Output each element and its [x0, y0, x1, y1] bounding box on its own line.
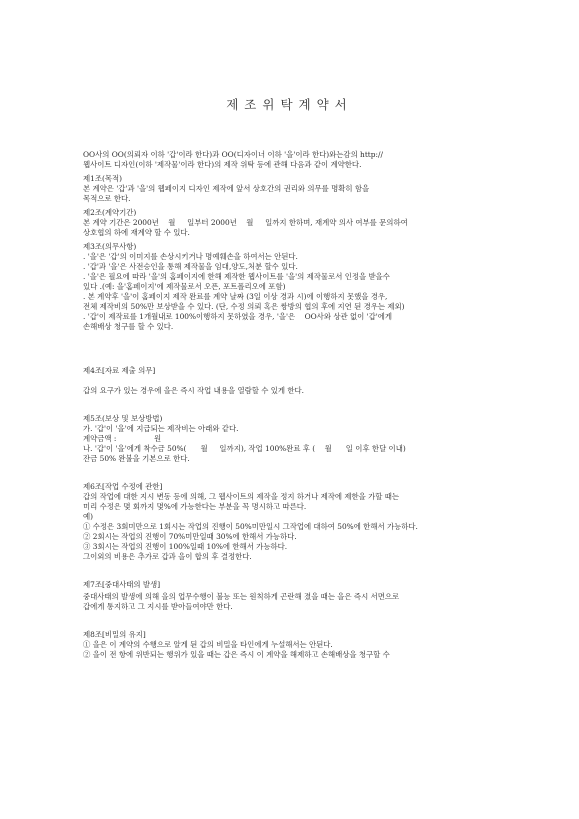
document-line: 손해배상 청구를 할 수 있다. — [83, 322, 174, 331]
document-line: 상호협의 하에 재계약 할 수 있다. — [83, 228, 190, 237]
document-line: 본 계약 기간은 2000년 월 일부터 2000년 월 일까지 한하며, 재계약 의사 여부를 문의하여 — [83, 218, 408, 227]
document-line: ③ 3회시는 작업의 진행이 100%일때 10%에 한해서 가능하다. — [83, 542, 288, 551]
document-line: 나. '갑'이 '을'에게 착수금 50%( 월 일까지), 작업 100%완료 후 ( 월 일 이후 한달 이내) — [83, 444, 406, 453]
document-line: 제1조(목적) — [83, 174, 123, 183]
document-line: 전체 제작비의 50%만 보상받을 수 있다. (단, 수정 의뢰 혹은 쌍방의 협의 후에 지연 된 경우는 제외) — [83, 302, 405, 311]
document-line: . 본 계약후 '을'이 홈페이지 제작 완료를 계약 날짜 (3일 이상 경과 시)에 이행하지 못했을 경우, — [83, 292, 388, 301]
document-line: 목적으로 한다. — [83, 194, 131, 203]
document-line: 그이외의 비용은 추가로 갑과 을이 합의 후 결정한다. — [83, 552, 252, 561]
document-line: 제7조[중대사태의 발생] — [83, 580, 161, 589]
document-line: 본 계약은 '갑'과 '을'의 웹페이지 디자인 제작에 앞서 상호간의 권리와 의무를 명확히 함을 — [83, 184, 370, 193]
document-line: ② 을이 전 항에 위반되는 행위가 있을 때는 갑은 즉시 이 계약을 해제하고 손해배상을 청구할 수 — [83, 650, 390, 659]
document-line: 계약금액 : 원 — [83, 434, 162, 443]
document-line: ① 을은 이 계약의 수행으로 알게 된 갑의 비밀을 타인에게 누설해서는 안된다. — [83, 640, 333, 649]
document-line: 제6조[작업 수정에 관한] — [83, 482, 163, 491]
document-line: OO사의 OO(의뢰자 이하 '갑'이라 한다)과 OO(디자이너 이하 '을'이라 한다)와는감의 http:// — [83, 150, 383, 159]
document-line: 있다 .(예: 을'홈페이지'에 제작물로서 오픈, 포트폴리오에 포함) — [83, 282, 286, 291]
document-line: 중대사태의 발생에 의해 을의 업무수행이 불능 또는 원칙하게 곤란해 졌을 때는 을은 즉시 서면으로 — [83, 592, 400, 601]
document-line: . '갑'이 제작료를 1개월내로 100%이행하지 못하였을 경우, '을'은 OO사와 상관 없이 '갑'에게 — [83, 312, 393, 321]
document-line: . '을'은 '갑'의 이미지를 손상시키거나 명예훼손을 하여서는 안된다. — [83, 252, 298, 261]
document-line: 가. '갑'이 '을'에 지급되는 제작비는 아래와 같다. — [83, 424, 239, 433]
document-line: 예) — [83, 512, 94, 521]
document-line: 갑에게 통지하고 그 지시를 받아들여야만 한다. — [83, 602, 233, 611]
document-line: 제8조[비밀의 유지] — [83, 630, 146, 639]
document-line: . '갑'과 '을'은 사전승인을 통해 제작물을 임대,양도,처분 할수 있다. — [83, 262, 298, 271]
document-line: 제4조[자료 제출 의무] — [83, 366, 156, 375]
document-line: ② 2회시는 작업의 진행이 70%미만일때 30%에 한해서 가능하다. — [83, 532, 297, 541]
document-line: 미리 수정은 몇 회까지 몇%에 가능한다는 부분을 꼭 명시하고 따른다. — [83, 502, 307, 511]
document-line: . '을'은 필요에 따라 '을'의 홈페이지에 한해 제작한 웹사이트를 '을'의 제작물로서 인정을 받을수 — [83, 272, 390, 281]
document-line: 잔금 50% 완불을 기본으로 한다. — [83, 454, 190, 463]
document-title: 제조위탁계약서 — [226, 97, 353, 112]
document-line: ① 수정은 3회미만으로 1회시는 작업의 진행이 50%미만일시 그작업에 대하여 50%에 한해서 가능하다. — [83, 522, 418, 531]
document-line: 제2조(계약기간) — [83, 208, 137, 217]
document-line: 제5조(보상 및 보상방법) — [83, 414, 163, 423]
document-line: 갑의 작업에 대한 지시 변동 등에 의해, 그 웹사이트의 제작을 정지 하거나 제작에 제한을 가할 때는 — [83, 492, 400, 501]
document-line: 웹사이트 디자인(이하 '제작물'이라 한다)의 제작 위탁 등에 관해 다음과 같이 계약한다. — [83, 160, 362, 169]
document-line: 갑의 요구가 있는 경우에 을은 즉시 작업 내용을 열람할 수 있게 한다. — [83, 386, 304, 395]
document-line: 제3조(의무사항) — [83, 242, 137, 251]
